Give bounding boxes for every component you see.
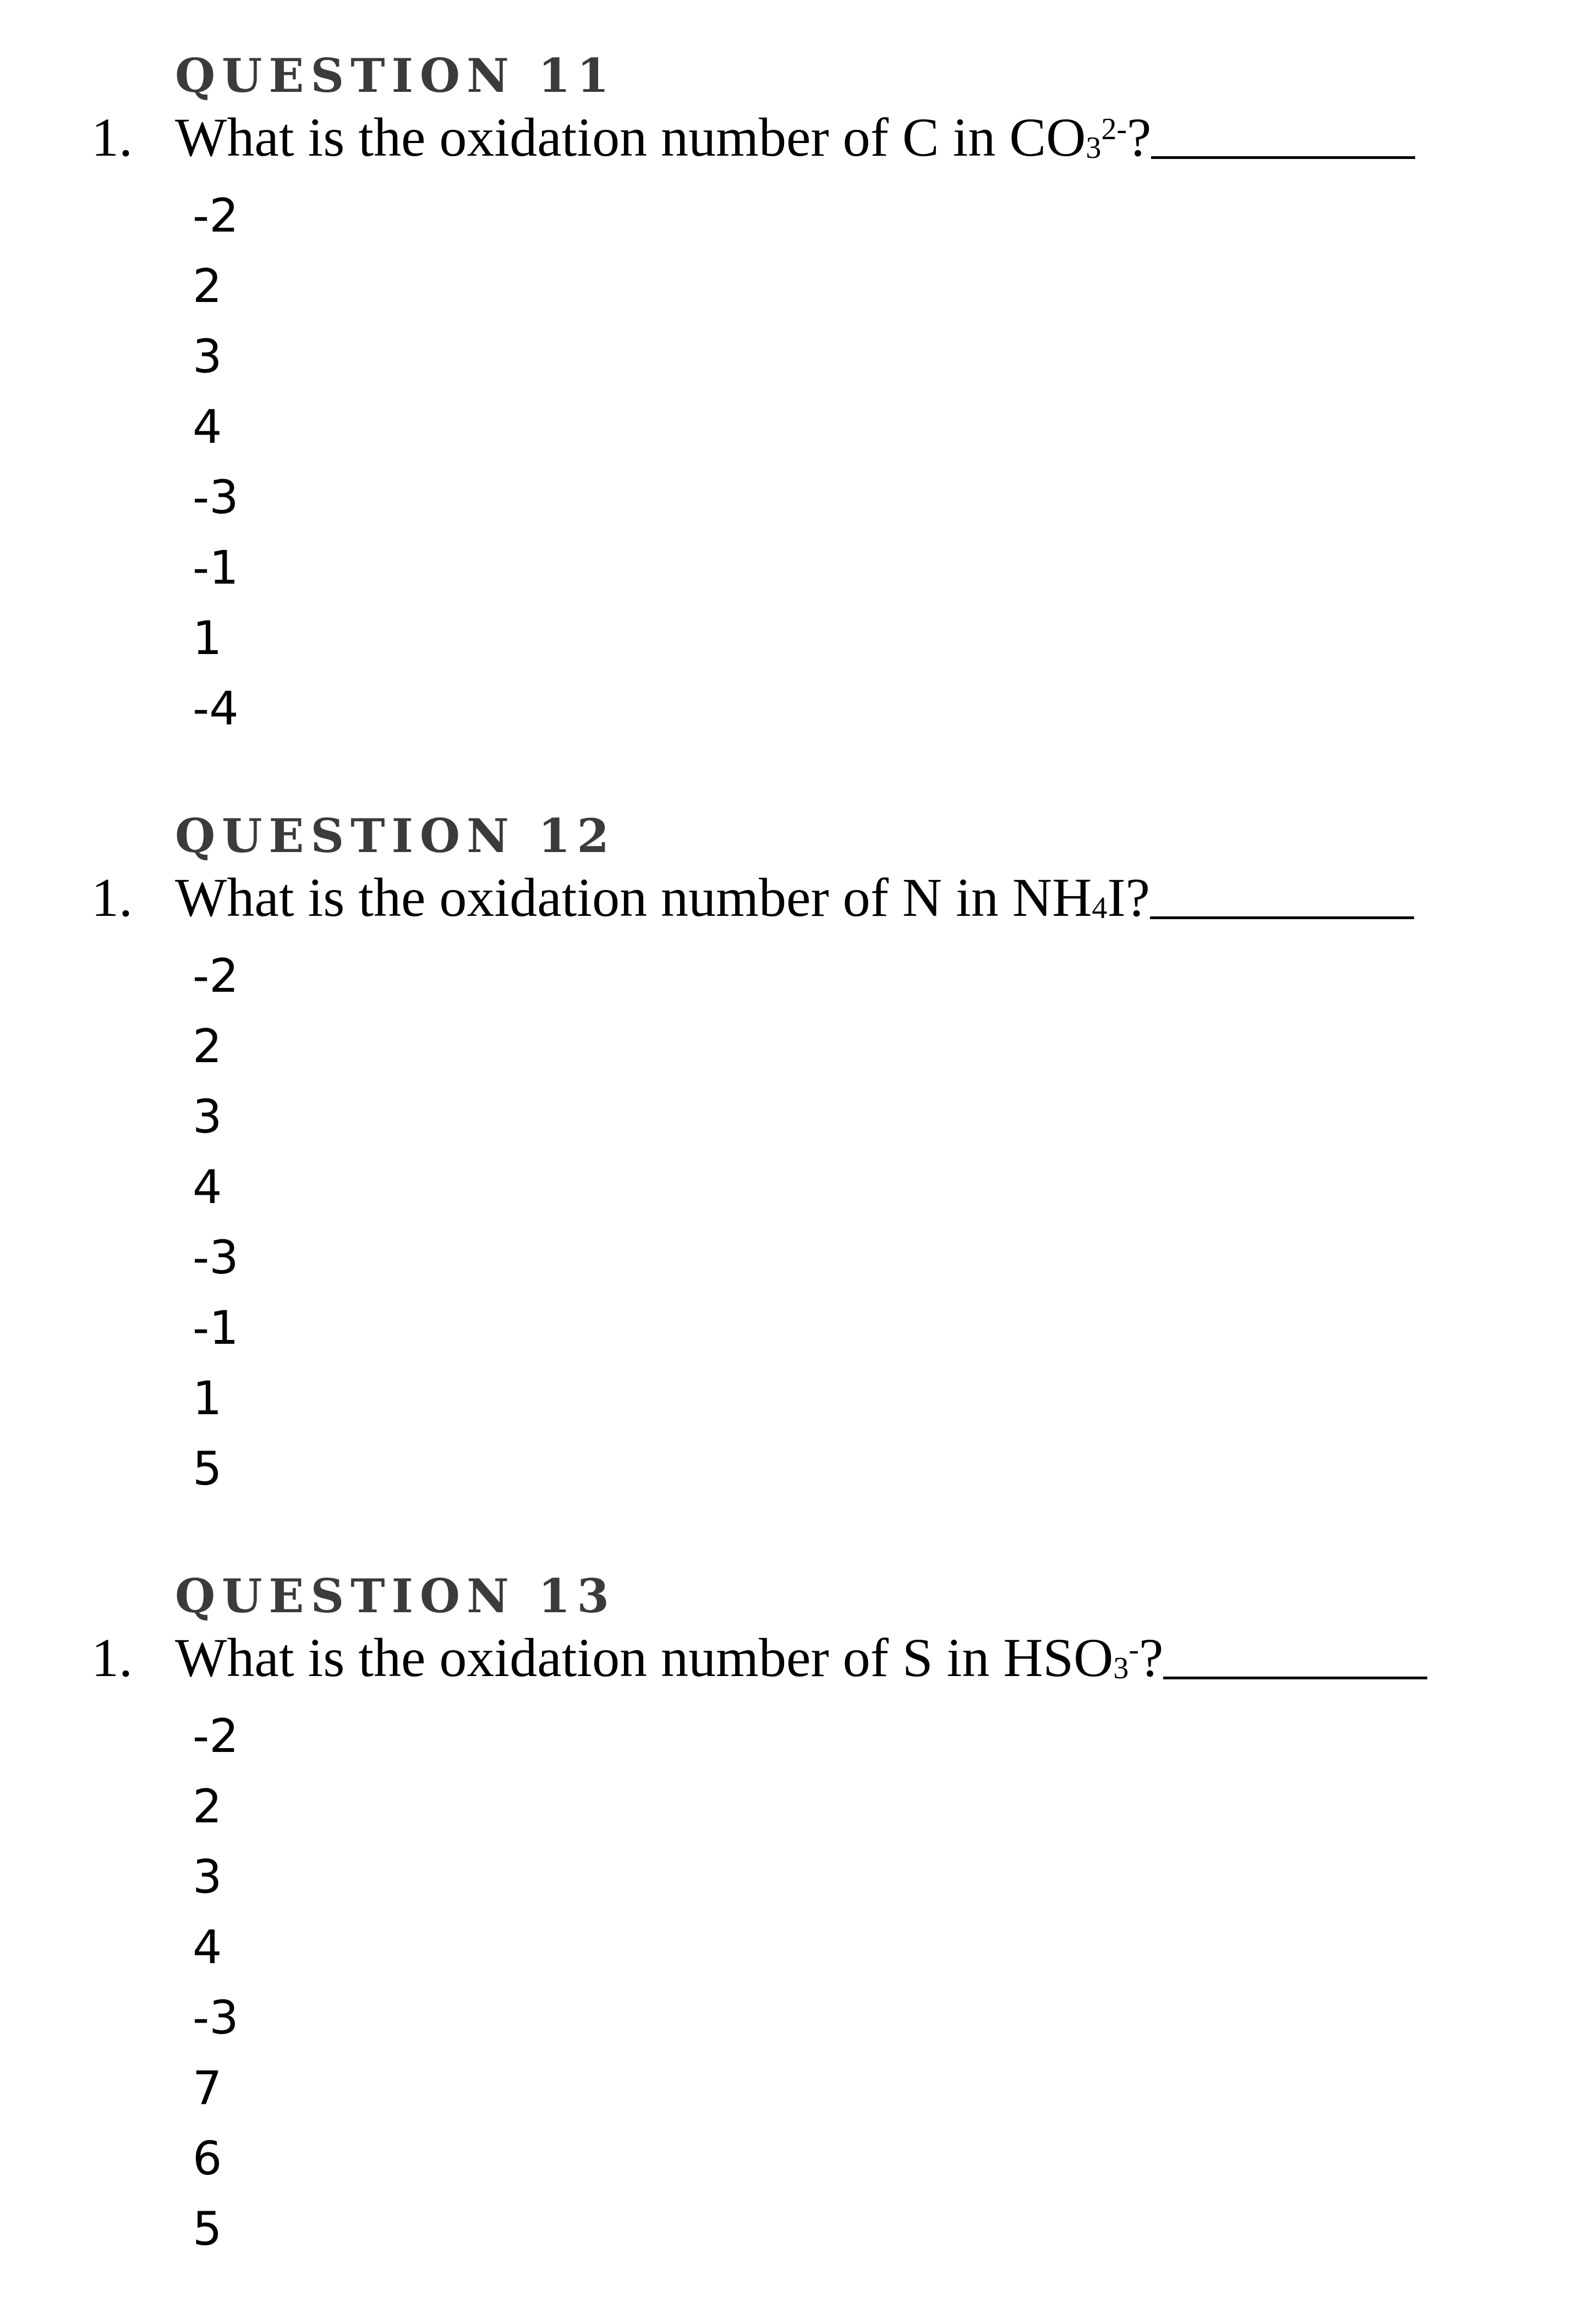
option-list [193,941,239,1504]
option-list [193,1701,239,2264]
question-text-main: What is the oxidation number of N in NH [175,867,1092,928]
option-item[interactable]: 3 [193,1850,222,1904]
question-text-main: What is the oxidation number of S in HSO [175,1627,1114,1688]
option-item[interactable]: 1 [193,1371,222,1425]
option-item[interactable]: 7 [193,2061,222,2115]
question-text-end: I? [1107,867,1151,928]
question-text [175,107,1152,168]
option-item[interactable]: -2 [193,189,239,243]
option-item[interactable]: 3 [193,329,222,383]
option-item[interactable]: 2 [193,1019,222,1073]
question-heading: QUESTION 11 [175,48,616,103]
option-item[interactable]: 4 [193,1160,222,1214]
question-text-main: What is the oxidation number of C in CO [175,107,1086,168]
question-number: 1. [91,867,133,928]
superscript: - [1129,1633,1140,1667]
superscript: 2- [1101,112,1127,146]
option-item[interactable]: -4 [193,682,239,735]
option-item[interactable]: -3 [193,1230,239,1284]
question-heading: QUESTION 13 [175,1569,616,1623]
option-item[interactable]: 5 [193,2202,222,2256]
option-item[interactable]: 2 [193,1779,222,1833]
question-prompt [91,1627,1522,1688]
option-item[interactable]: -1 [193,1301,239,1355]
option-item[interactable]: -2 [193,949,239,1003]
option-item[interactable]: 5 [193,1442,222,1496]
question-number: 1. [91,107,133,168]
answer-blank[interactable] [1163,1677,1427,1679]
subscript: 4 [1092,891,1108,925]
option-item[interactable]: 2 [193,259,222,313]
option-item[interactable]: -1 [193,541,239,595]
option-item[interactable]: -3 [193,470,239,524]
option-item[interactable]: 4 [193,1920,222,1974]
option-item[interactable]: 6 [193,2131,222,2185]
option-item[interactable]: -2 [193,1709,239,1763]
question-text-end: ? [1126,107,1152,168]
answer-blank[interactable] [1150,916,1414,919]
option-item[interactable]: 3 [193,1090,222,1144]
question-text [175,867,1151,928]
subscript: 3 [1113,1651,1129,1685]
subscript: 3 [1086,131,1102,165]
question-prompt [91,867,1522,928]
question-text-end: ? [1139,1627,1164,1688]
question-number: 1. [91,1627,133,1688]
option-item[interactable]: -3 [193,1991,239,2045]
option-list [193,180,239,744]
question-text [175,1627,1164,1688]
option-item[interactable]: 4 [193,400,222,454]
answer-blank[interactable] [1151,156,1415,159]
question-prompt [91,107,1522,168]
question-heading: QUESTION 12 [175,809,616,863]
option-item[interactable]: 1 [193,611,222,665]
